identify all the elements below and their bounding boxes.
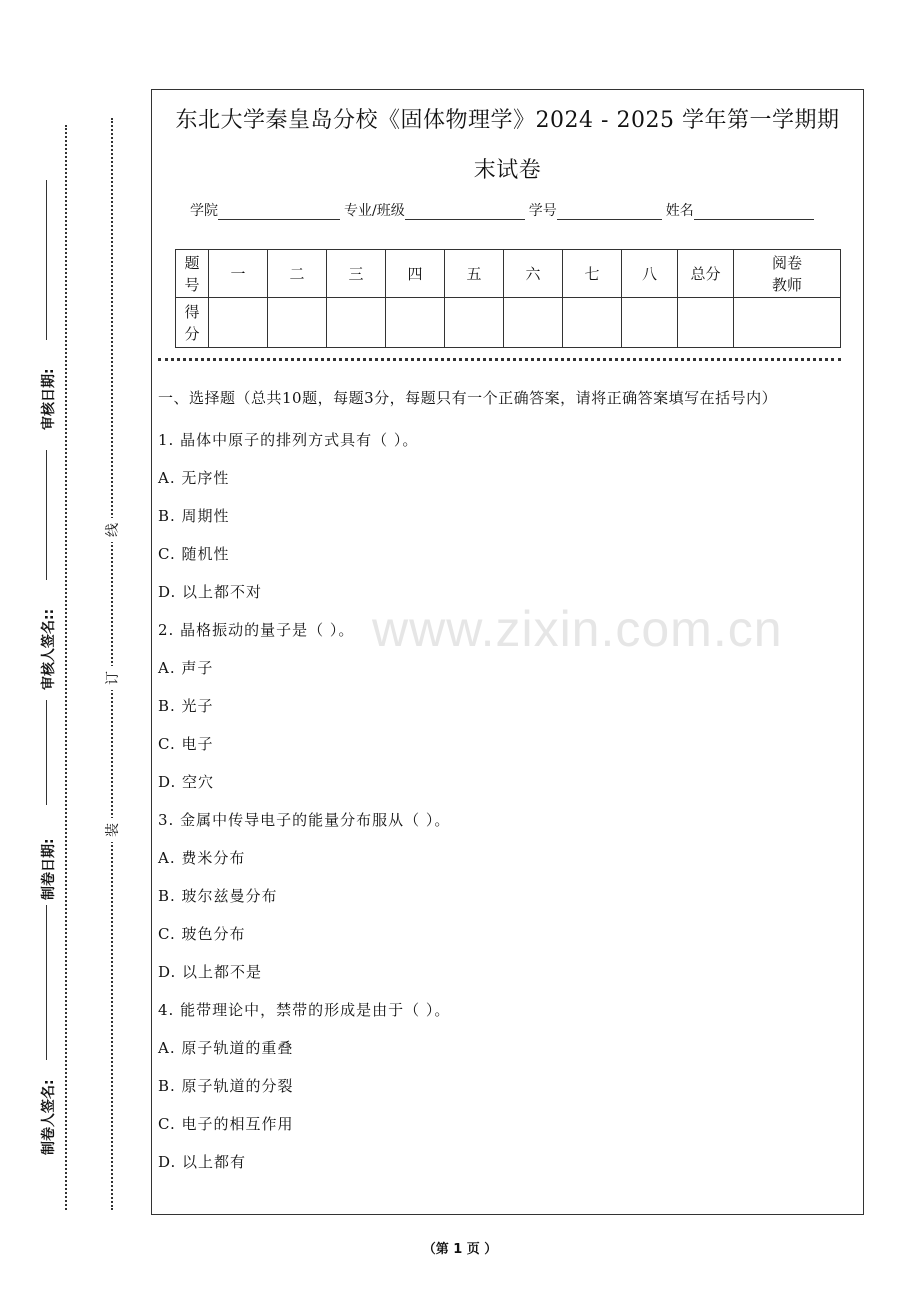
make-date-blank [46, 700, 47, 805]
score-cell-q3[interactable] [327, 298, 386, 348]
header-q2: 二 [268, 250, 327, 298]
review-date-label: 审核日期: [41, 368, 57, 430]
option-line: C. 随机性 [158, 545, 230, 563]
question-line: 2. 晶格振动的量子是（ ）。 [158, 621, 355, 639]
option-line: C. 电子 [158, 735, 214, 753]
header-q6: 六 [504, 250, 563, 298]
header-q7: 七 [563, 250, 622, 298]
option-line: B. 光子 [158, 697, 214, 715]
question-line: 4. 能带理论中，禁带的形成是由于（ ）。 [158, 1001, 451, 1019]
option-line: A. 原子轨道的重叠 [158, 1039, 294, 1057]
option-line: C. 玻色分布 [158, 925, 246, 943]
question-number-header: 题 号 [176, 250, 209, 298]
option-line: D. 空穴 [158, 773, 215, 791]
score-label: 得 分 [176, 298, 209, 348]
header-q8: 八 [622, 250, 678, 298]
option-line: D. 以上都不是 [158, 963, 263, 981]
section-intro: 一、选择题（总共10题，每题3分，每题只有一个正确答案，请将正确答案填写在括号内） [158, 389, 778, 407]
student-id-label: 学号 [528, 203, 557, 219]
score-cell-q8[interactable] [622, 298, 678, 348]
question-line: 3. 金属中传导电子的能量分布服从（ ）。 [158, 811, 451, 829]
option-line: A. 无序性 [158, 469, 230, 487]
score-cell-q7[interactable] [563, 298, 622, 348]
signature-column-line [65, 125, 67, 1210]
header-q4: 四 [386, 250, 445, 298]
option-line: D. 以上都不对 [158, 583, 263, 601]
name-field[interactable] [694, 205, 814, 220]
binding-line-mark: 线 [102, 518, 122, 542]
header-q5: 五 [445, 250, 504, 298]
header-q3: 三 [327, 250, 386, 298]
question-content [158, 385, 858, 1181]
maker-sign-label: 制卷人签名: [41, 1079, 57, 1155]
score-table-score-row [176, 298, 841, 348]
reviewer-sign-label: 审核人签名:: [41, 608, 57, 690]
name-label: 姓名 [665, 203, 694, 219]
binding-order-mark: 订 [102, 666, 122, 690]
header-grader: 阅卷 教师 [734, 250, 841, 298]
student-id-field[interactable] [557, 205, 662, 220]
student-info-row [190, 200, 840, 220]
major-class-label: 专业/班级 [344, 203, 405, 219]
score-table [175, 249, 841, 348]
review-date-blank [46, 180, 47, 340]
option-line: A. 声子 [158, 659, 214, 677]
exam-title-line1: 东北大学秦皇岛分校《固体物理学》2024 - 2025 学年第一学期期 [175, 108, 840, 133]
question-line: 1. 晶体中原子的排列方式具有（ ）。 [158, 431, 419, 449]
college-label: 学院 [190, 203, 218, 219]
section-divider [158, 358, 841, 361]
reviewer-sign-blank [46, 450, 47, 580]
binding-line [111, 118, 113, 1210]
score-cell-q4[interactable] [386, 298, 445, 348]
score-cell-q2[interactable] [268, 298, 327, 348]
maker-sign-blank [46, 905, 47, 1060]
option-line: B. 周期性 [158, 507, 230, 525]
header-q1: 一 [209, 250, 268, 298]
exam-title-line2: 末试卷 [473, 158, 542, 183]
college-field[interactable] [218, 205, 340, 220]
score-cell-q5[interactable] [445, 298, 504, 348]
page-number: （第 1 页 ） [422, 1242, 498, 1257]
option-line: B. 玻尔兹曼分布 [158, 887, 278, 905]
option-line: B. 原子轨道的分裂 [158, 1077, 294, 1095]
major-class-field[interactable] [405, 205, 525, 220]
score-table-header-row [176, 250, 841, 298]
binding-pack-mark: 装 [102, 818, 122, 842]
score-cell-grader[interactable] [734, 298, 841, 348]
score-cell-q6[interactable] [504, 298, 563, 348]
exam-title [151, 96, 864, 196]
score-cell-q1[interactable] [209, 298, 268, 348]
make-date-label: 制卷日期: [41, 838, 57, 900]
score-cell-total[interactable] [678, 298, 734, 348]
option-line: C. 电子的相互作用 [158, 1115, 294, 1133]
option-line: A. 费米分布 [158, 849, 246, 867]
header-total: 总分 [678, 250, 734, 298]
watermark: www.zixin.com.cn [372, 601, 783, 657]
option-line: D. 以上都有 [158, 1153, 247, 1171]
